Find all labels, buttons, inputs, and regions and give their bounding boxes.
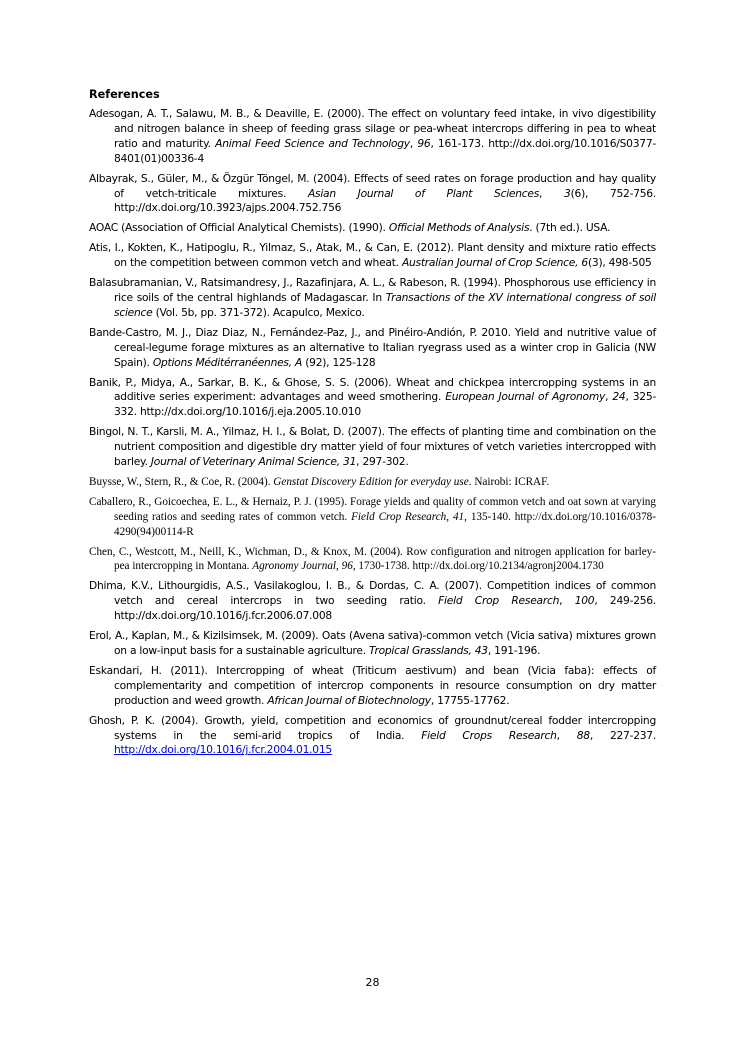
reference-text: Ghosh, P. K. (2004). Growth, yield, competition and economics of groundnut/cereal fodder intercropping systems in the semi-arid tropics of India.	[89, 713, 656, 742]
reference-text: Caballero, R., Goicoechea, E. L., & Hernaiz, P. J. (1995). Forage yields and quality of common vetch and oat sown at varying seeding ratios and seeding rates of common vetch.	[89, 495, 656, 523]
reference-entry	[89, 241, 656, 271]
reference-italic-text: African Journal of Biotechnology	[267, 693, 431, 707]
reference-entry	[89, 376, 656, 421]
reference-entry	[89, 326, 656, 371]
reference-text: (6), 752-756. http://dx.doi.org/10.3923/ajps.2004.752.756	[114, 186, 657, 215]
reference-text: Bingol, N. T., Karsli, M. A., Yilmaz, H. I., & Bolat, D. (2007). The effects of planting time and combination on the nutrient composition and digestible dry matter yield of four mixtures of vetch varieties intercropped with barley.	[89, 425, 656, 469]
reference-entry	[89, 545, 656, 575]
reference-italic-text: Australian Journal of Crop Science, 6	[401, 256, 588, 270]
references-section	[89, 87, 656, 763]
reference-text: , 191-196.	[487, 644, 541, 657]
reference-italic-text: Genstat Discovery Edition for everyday use	[273, 475, 469, 488]
reference-text: . Nairobi: ICRAF.	[468, 475, 550, 488]
reference-text: Dhima, K.V., Lithourgidis, A.S., Vasilakoglou, I. B., & Dordas, C. A. (2007). Competition indices of common vetch and cereal intercrops in two seeding ratio.	[89, 579, 656, 608]
reference-entry	[89, 221, 656, 236]
reference-text: Atis, I., Kokten, K., Hatipoglu, R., Yilmaz, S., Atak, M., & Can, E. (2012). Plant density and mixture ratio effects on the competition between common vetch and wheat.	[89, 241, 656, 270]
reference-text: Banik, P., Midya, A., Sarkar, B. K., & Ghose, S. S. (2006). Wheat and chickpea intercropping systems in an additive series experiment: advantages and weed smothering.	[89, 375, 656, 404]
reference-text: , 227-237.	[589, 728, 656, 742]
reference-entry	[89, 276, 656, 321]
reference-text: Eskandari, H. (2011). Intercropping of wheat (Triticum aestivum) and bean (Vicia faba): effects of complementarity and competition of intercrop components in resource consumption on dry matter production and weed growth.	[89, 663, 656, 707]
reference-italic-text: European Journal of Agronomy	[445, 390, 606, 404]
reference-italic-text: Transactions of the XV international congress of soil science	[114, 290, 656, 319]
reference-entry	[89, 107, 656, 167]
reference-text: Chen, C., Westcott, M., Neill, K., Wichman, D., & Knox, M. (2004). Row configuration and nitrogen application for barley-pea intercropping in Montana.	[89, 545, 656, 573]
reference-text: (Vol. 5b, pp. 371-372). Acapulco, Mexico.	[152, 305, 365, 319]
reference-italic-text: 100	[574, 594, 595, 608]
reference-text: , 135-140. http://dx.doi.org/10.1016/0378-4290(94)00114-R	[114, 510, 656, 538]
reference-italic-text: Field Crop Research	[438, 594, 560, 608]
reference-entry	[89, 714, 656, 759]
reference-entry	[89, 475, 656, 490]
reference-text: AOAC (Association of Official Analytical Chemists). (1990).	[89, 221, 389, 235]
reference-text: Erol, A., Kaplan, M., & Kizilsimsek, M. (2009). Oats (Avena sativa)-common vetch (Vicia sativa) mixtures grown on a low-input basis for a sustainable agriculture.	[89, 629, 656, 657]
reference-italic-text: Field Crops Research	[421, 728, 557, 742]
reference-italic-text: Options Méditérranéennes, A	[152, 355, 303, 369]
reference-text: . (7th ed.). USA.	[529, 221, 611, 235]
references-heading: References	[89, 88, 160, 101]
reference-text: Albayrak, S., Güler, M., & Özgür Töngel, M. (2004). Effects of seed rates on forage production and hay quality of vetch-triticale mixtures.	[89, 171, 656, 200]
reference-entry	[89, 172, 656, 217]
reference-text: ,	[446, 510, 453, 523]
reference-text: ,	[605, 390, 613, 404]
reference-italic-text: 96	[341, 560, 353, 573]
reference-text: , 249-256. http://dx.doi.org/10.1016/j.fcr.2006.07.008	[114, 594, 656, 623]
reference-italic-text: Asian Journal of Plant Sciences	[307, 186, 540, 200]
reference-italic-text: Agronomy Journal	[252, 560, 337, 573]
reference-text: , 297-302.	[356, 455, 409, 469]
reference-text: Adesogan, A. T., Salawu, M. B., & Deaville, E. (2000). The effect on voluntary feed intake, in vivo digestibility and nitrogen balance in sheep of feeding grass silage or pea-wheat intercrops differing in pea to wheat ratio and maturity.	[89, 107, 656, 150]
reference-entry	[89, 664, 656, 709]
reference-italic-text: Official Methods of Analysis	[388, 221, 530, 235]
reference-italic-text: 24	[612, 390, 626, 404]
reference-text: (3), 498-505	[587, 256, 652, 270]
reference-text: ,	[559, 594, 575, 608]
reference-text: ,	[336, 560, 342, 573]
reference-text: (92), 125-128	[302, 355, 376, 369]
page-number: 28	[365, 976, 380, 989]
reference-italic-text: Journal of Veterinary Animal Science, 31	[150, 455, 357, 469]
reference-italic-text: Tropical Grasslands, 43	[369, 644, 488, 657]
reference-entry	[89, 579, 656, 624]
reference-text: ,	[556, 728, 577, 742]
reference-text: , 17755-17762.	[430, 693, 510, 707]
reference-entry	[89, 629, 656, 659]
reference-text: ,	[409, 136, 418, 150]
reference-text: , 1730-1738. http://dx.doi.org/10.2134/agronj2004.1730	[352, 560, 604, 573]
reference-italic-text: 96	[417, 136, 431, 150]
reference-italic-text: 88	[576, 728, 590, 742]
reference-italic-text: 41	[452, 510, 465, 523]
reference-italic-text: Animal Feed Science and Technology	[215, 136, 410, 150]
reference-italic-text: 3	[564, 186, 571, 200]
reference-entry	[89, 425, 656, 470]
reference-entry	[89, 495, 656, 540]
doi-link[interactable]: http://dx.doi.org/10.1016/j.fcr.2004.01.015	[114, 743, 332, 757]
reference-text: , 161-173. http://dx.doi.org/10.1016/S0377-8401(01)00336-4	[114, 136, 656, 165]
reference-text: Balasubramanian, V., Ratsimandresy, J., Razafinjara, A. L., & Rabeson, R. (1994). Phosphorous use efficiency in rice soils of the central highlands of Madagascar. In	[89, 276, 656, 304]
reference-text: Buysse, W., Stern, R., & Coe, R. (2004).	[89, 475, 274, 488]
reference-list	[89, 107, 656, 758]
reference-text: Bande-Castro, M. J., Diaz Diaz, N., Fernández-Paz, J., and Pinéiro-Andión, P. 2010. Yield and nutritive value of cereal-legume forage mixtures as an alternative to Italian ryegrass used as a winter crop in Galicia (NW Spain).	[89, 325, 656, 369]
reference-italic-text: Field Crop Research	[351, 510, 447, 523]
reference-text: , 325-332. http://dx.doi.org/10.1016/j.eja.2005.10.010	[114, 390, 656, 419]
reference-text: ,	[539, 186, 565, 200]
